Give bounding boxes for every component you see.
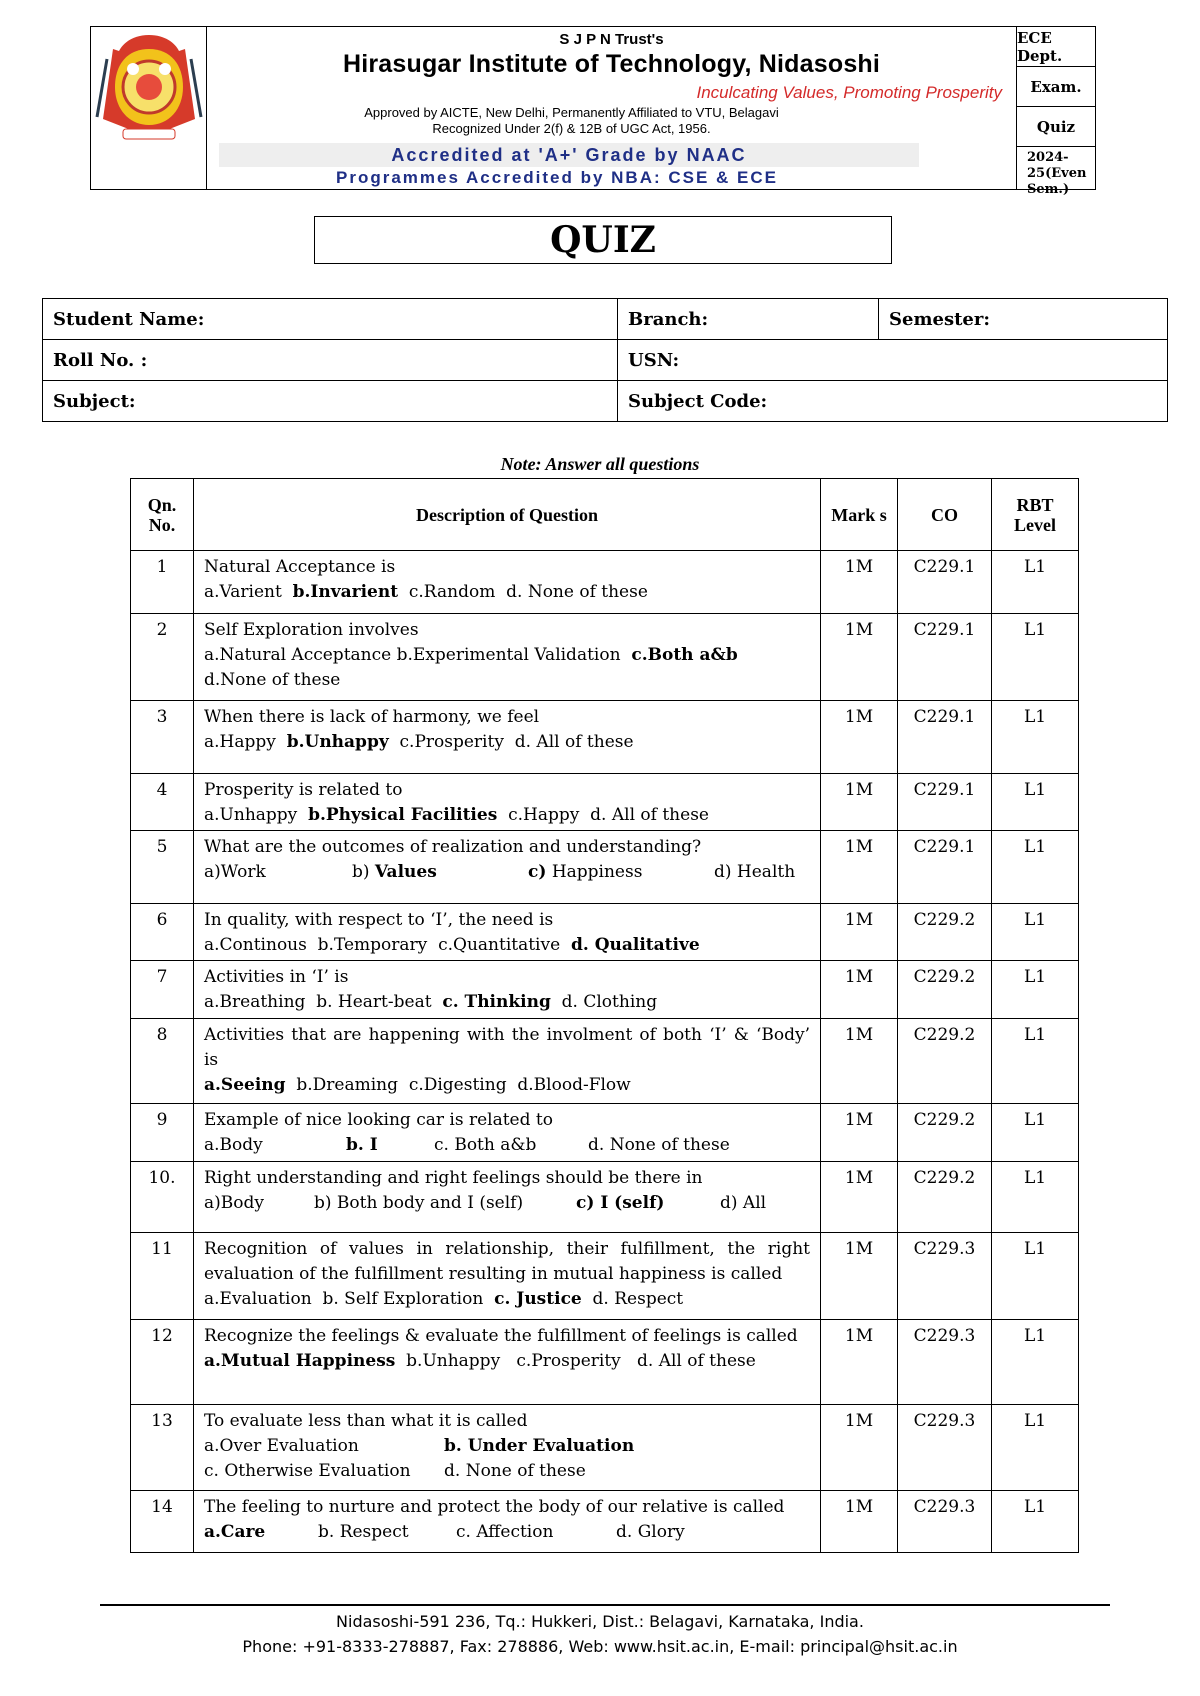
option-b: b.Experimental Validation bbox=[396, 645, 621, 665]
option-c: c) I (self) bbox=[576, 1193, 665, 1213]
table-row bbox=[131, 701, 1079, 774]
co-value: C229.2 bbox=[898, 904, 992, 961]
header-description: Description of Question bbox=[194, 479, 821, 551]
question-number: 12 bbox=[131, 1320, 194, 1405]
option-b: b.Physical Facilities bbox=[308, 805, 498, 825]
question-text: To evaluate less than what it is called bbox=[204, 1411, 528, 1431]
rbt-value: L1 bbox=[992, 1162, 1079, 1233]
option-d: d.None of these bbox=[204, 670, 341, 690]
options-line bbox=[204, 933, 810, 958]
question-cell bbox=[194, 1233, 821, 1320]
option-d: d) Health bbox=[714, 862, 796, 882]
option-c: c. Both a&b bbox=[434, 1135, 537, 1155]
marks-value: 1M bbox=[821, 961, 898, 1019]
option-a: a.Evaluation bbox=[204, 1289, 312, 1309]
marks-value: 1M bbox=[821, 551, 898, 614]
option-a: a)Work bbox=[204, 862, 266, 882]
table-row bbox=[131, 551, 1079, 614]
options-line bbox=[204, 1459, 810, 1484]
co-value: C229.3 bbox=[898, 1491, 992, 1553]
option-d: d. All of these bbox=[590, 805, 709, 825]
co-value: C229.1 bbox=[898, 774, 992, 831]
rbt-value: L1 bbox=[992, 904, 1079, 961]
usn-field: USN: bbox=[618, 340, 1168, 381]
question-cell bbox=[194, 701, 821, 774]
approval-line-2: Recognized Under 2(f) & 12B of UGC Act, 1956. bbox=[432, 121, 711, 136]
question-cell bbox=[194, 1320, 821, 1405]
question-number: 4 bbox=[131, 774, 194, 831]
co-value: C229.1 bbox=[898, 831, 992, 904]
option-b: b. Heart-beat bbox=[316, 992, 432, 1012]
institute-tagline: Inculcating Values, Promoting Prosperity bbox=[696, 83, 1002, 102]
marks-value: 1M bbox=[821, 614, 898, 701]
question-number: 3 bbox=[131, 701, 194, 774]
exam-details bbox=[1017, 27, 1095, 197]
option-a: a.Varient bbox=[204, 582, 282, 602]
question-text: In quality, with respect to ‘I’, the need is bbox=[204, 910, 554, 930]
options-line bbox=[204, 860, 810, 885]
option-a: a.Seeing bbox=[204, 1075, 286, 1095]
nba-accreditation: Programmes Accredited by NBA: CSE & ECE bbox=[335, 168, 779, 187]
option-b: b. I bbox=[346, 1135, 378, 1155]
co-value: C229.3 bbox=[898, 1320, 992, 1405]
question-cell bbox=[194, 1491, 821, 1553]
rbt-value: L1 bbox=[992, 1019, 1079, 1104]
table-row bbox=[131, 614, 1079, 701]
table-row bbox=[131, 1162, 1079, 1233]
options-line bbox=[204, 1133, 810, 1158]
option-b: b) Values bbox=[352, 862, 437, 882]
question-text: Natural Acceptance is bbox=[204, 557, 396, 577]
co-value: C229.2 bbox=[898, 961, 992, 1019]
option-a: a.Care bbox=[204, 1522, 266, 1542]
option-d: d. None of these bbox=[588, 1135, 730, 1155]
question-number: 1 bbox=[131, 551, 194, 614]
option-a: a.Body bbox=[204, 1135, 263, 1155]
option-c: c.Random bbox=[408, 582, 496, 602]
marks-value: 1M bbox=[821, 904, 898, 961]
option-b: b.Unhappy bbox=[406, 1351, 501, 1371]
department-label: ECE Dept. bbox=[1017, 27, 1095, 67]
option-a: a)Body bbox=[204, 1193, 264, 1213]
marks-value: 1M bbox=[821, 1104, 898, 1162]
quiz-label: Quiz bbox=[1017, 107, 1095, 147]
option-d: d. Qualitative bbox=[570, 935, 700, 955]
option-a: a.Unhappy bbox=[204, 805, 298, 825]
rbt-value: L1 bbox=[992, 774, 1079, 831]
co-value: C229.2 bbox=[898, 1162, 992, 1233]
option-a: a.Breathing bbox=[204, 992, 306, 1012]
question-text: The feeling to nurture and protect the body of our relative is called bbox=[204, 1497, 785, 1517]
header-co: CO bbox=[898, 479, 992, 551]
options-line bbox=[204, 1434, 810, 1459]
rbt-value: L1 bbox=[992, 1233, 1079, 1320]
option-d: d. Glory bbox=[616, 1522, 685, 1542]
question-number: 7 bbox=[131, 961, 194, 1019]
institute-details bbox=[207, 27, 1017, 189]
question-cell bbox=[194, 551, 821, 614]
co-value: C229.3 bbox=[898, 1405, 992, 1491]
marks-value: 1M bbox=[821, 1320, 898, 1405]
question-text: Right understanding and right feelings should be there in bbox=[204, 1168, 703, 1188]
branch-field: Branch: bbox=[618, 299, 879, 340]
footer-divider bbox=[100, 1604, 1110, 1606]
rbt-value: L1 bbox=[992, 701, 1079, 774]
option-b: b. Under Evaluation bbox=[444, 1436, 635, 1456]
option-d: d. None of these bbox=[506, 582, 648, 602]
rbt-value: L1 bbox=[992, 1491, 1079, 1553]
options-line bbox=[204, 643, 810, 668]
option-d: d.Blood-Flow bbox=[517, 1075, 631, 1095]
question-cell bbox=[194, 1019, 821, 1104]
option-b: b.Invarient bbox=[292, 582, 399, 602]
question-text: Recognize the feelings & evaluate the fulfillment of feelings is called bbox=[204, 1326, 798, 1346]
options-line bbox=[204, 730, 810, 755]
options-line bbox=[204, 1349, 810, 1374]
rbt-value: L1 bbox=[992, 551, 1079, 614]
option-d: d. None of these bbox=[444, 1461, 586, 1481]
co-value: C229.2 bbox=[898, 1104, 992, 1162]
header-rbt-level: RBT Level bbox=[992, 479, 1079, 551]
option-d: d) All bbox=[720, 1193, 767, 1213]
table-row bbox=[131, 1320, 1079, 1405]
rbt-value: L1 bbox=[992, 614, 1079, 701]
table-row bbox=[131, 831, 1079, 904]
question-text: Activities in ‘I’ is bbox=[204, 967, 349, 987]
header-marks: Mark s bbox=[821, 479, 898, 551]
option-a: a.Natural Acceptance bbox=[204, 645, 392, 665]
option-a: a.Happy bbox=[204, 732, 276, 752]
option-a: a.Over Evaluation bbox=[204, 1436, 359, 1456]
table-row bbox=[131, 1405, 1079, 1491]
table-row bbox=[131, 904, 1079, 961]
subject-field: Subject: bbox=[43, 381, 618, 422]
option-b: b.Dreaming bbox=[296, 1075, 398, 1095]
approval-text bbox=[207, 105, 1016, 137]
question-cell bbox=[194, 614, 821, 701]
option-d: d. Respect bbox=[592, 1289, 684, 1309]
options-line bbox=[204, 1191, 810, 1216]
questions-table bbox=[130, 478, 1079, 1553]
option-c: c.Prosperity bbox=[516, 1351, 621, 1371]
question-text: Self Exploration involves bbox=[204, 620, 419, 640]
question-text: When there is lack of harmony, we feel bbox=[204, 707, 540, 727]
marks-value: 1M bbox=[821, 1405, 898, 1491]
question-number: 10. bbox=[131, 1162, 194, 1233]
approval-line-1: Approved by AICTE, New Delhi, Permanently Affiliated to VTU, Belagavi bbox=[364, 105, 779, 120]
co-value: C229.1 bbox=[898, 614, 992, 701]
option-c: c. Otherwise Evaluation bbox=[204, 1461, 411, 1481]
question-text: Prosperity is related to bbox=[204, 780, 403, 800]
options-line bbox=[204, 580, 810, 605]
marks-value: 1M bbox=[821, 774, 898, 831]
table-row bbox=[131, 1233, 1079, 1320]
student-info-table bbox=[42, 298, 1168, 422]
footer-address: Nidasoshi-591 236, Tq.: Hukkeri, Dist.: Belagavi, Karnataka, India. bbox=[336, 1612, 864, 1631]
options-line bbox=[204, 1073, 810, 1098]
instructions-note: Note: Answer all questions bbox=[500, 454, 700, 474]
question-cell bbox=[194, 961, 821, 1019]
quiz-title: QUIZ bbox=[314, 216, 892, 264]
question-cell bbox=[194, 831, 821, 904]
option-c: c) Happiness bbox=[528, 862, 643, 882]
marks-value: 1M bbox=[821, 701, 898, 774]
institute-emblem-logo bbox=[93, 29, 205, 149]
co-value: C229.1 bbox=[898, 551, 992, 614]
rbt-value: L1 bbox=[992, 1320, 1079, 1405]
option-b: b. Respect bbox=[318, 1522, 409, 1542]
question-cell bbox=[194, 1162, 821, 1233]
naac-accreditation: Accredited at 'A+' Grade by NAAC bbox=[219, 143, 919, 167]
question-number: 6 bbox=[131, 904, 194, 961]
question-text: Recognition of values in relationship, their fulfillment, the right evaluation of the fulfillment resulting in mutual happiness is called bbox=[204, 1239, 810, 1284]
footer-contact: Phone: +91-8333-278887, Fax: 278886, Web: www.hsit.ac.in, E-mail: principal@hsit.ac.in bbox=[242, 1637, 958, 1656]
co-value: C229.3 bbox=[898, 1233, 992, 1320]
options-line bbox=[204, 1287, 810, 1312]
question-text: Activities that are happening with the involment of both ‘I’ & ‘Body’ is bbox=[204, 1025, 810, 1070]
option-a: a.Continous bbox=[204, 935, 307, 955]
option-b: b. Self Exploration bbox=[322, 1289, 484, 1309]
question-cell bbox=[194, 1104, 821, 1162]
rbt-value: L1 bbox=[992, 961, 1079, 1019]
option-c: c.Happy bbox=[508, 805, 580, 825]
options-line bbox=[204, 803, 810, 828]
options-line bbox=[204, 990, 810, 1015]
option-b: b.Unhappy bbox=[286, 732, 389, 752]
co-value: C229.1 bbox=[898, 701, 992, 774]
option-c: c. Thinking bbox=[442, 992, 551, 1012]
question-cell bbox=[194, 774, 821, 831]
question-number: 5 bbox=[131, 831, 194, 904]
option-c: c.Both a&b bbox=[631, 645, 738, 665]
semester-field: Semester: bbox=[879, 299, 1168, 340]
trust-name: S J P N Trust's bbox=[559, 31, 664, 48]
option-a: a.Mutual Happiness bbox=[204, 1351, 396, 1371]
question-text: What are the outcomes of realization and understanding? bbox=[204, 837, 702, 857]
option-c: c. Affection bbox=[456, 1522, 554, 1542]
question-number: 9 bbox=[131, 1104, 194, 1162]
rbt-value: L1 bbox=[992, 831, 1079, 904]
header-question-no: Qn. No. bbox=[131, 479, 194, 551]
option-b: b.Temporary bbox=[317, 935, 428, 955]
option-c: c. Justice bbox=[494, 1289, 582, 1309]
option-c: c.Prosperity bbox=[399, 732, 504, 752]
option-c: c.Digesting bbox=[408, 1075, 507, 1095]
academic-year-label: 2024-25(Even Sem.) bbox=[1027, 150, 1087, 197]
marks-value: 1M bbox=[821, 1162, 898, 1233]
question-cell bbox=[194, 1405, 821, 1491]
question-number: 14 bbox=[131, 1491, 194, 1553]
table-row bbox=[131, 1104, 1079, 1162]
marks-value: 1M bbox=[821, 1491, 898, 1553]
logo-cell bbox=[91, 27, 207, 189]
option-d: d. Clothing bbox=[561, 992, 658, 1012]
question-number: 13 bbox=[131, 1405, 194, 1491]
marks-value: 1M bbox=[821, 831, 898, 904]
marks-value: 1M bbox=[821, 1233, 898, 1320]
question-number: 2 bbox=[131, 614, 194, 701]
institute-name: Hirasugar Institute of Technology, Nidasoshi bbox=[342, 50, 881, 78]
option-d: d. All of these bbox=[514, 732, 634, 752]
student-name-field: Student Name: bbox=[43, 299, 618, 340]
rbt-value: L1 bbox=[992, 1405, 1079, 1491]
option-d: d. All of these bbox=[637, 1351, 756, 1371]
rbt-value: L1 bbox=[992, 1104, 1079, 1162]
table-row bbox=[131, 774, 1079, 831]
subject-code-field: Subject Code: bbox=[618, 381, 1168, 422]
table-row bbox=[131, 961, 1079, 1019]
exam-label: Exam. bbox=[1017, 67, 1095, 107]
options-line bbox=[204, 1520, 810, 1545]
question-text: Example of nice looking car is related to bbox=[204, 1110, 553, 1130]
question-number: 8 bbox=[131, 1019, 194, 1104]
question-number: 11 bbox=[131, 1233, 194, 1320]
roll-no-field: Roll No. : bbox=[43, 340, 618, 381]
table-row bbox=[131, 1491, 1079, 1553]
option-c: c.Quantitative bbox=[438, 935, 561, 955]
option-b: b) Both body and I (self) bbox=[314, 1193, 524, 1213]
table-row bbox=[131, 1019, 1079, 1104]
co-value: C229.2 bbox=[898, 1019, 992, 1104]
question-cell bbox=[194, 904, 821, 961]
marks-value: 1M bbox=[821, 1019, 898, 1104]
letterhead bbox=[90, 26, 1096, 197]
